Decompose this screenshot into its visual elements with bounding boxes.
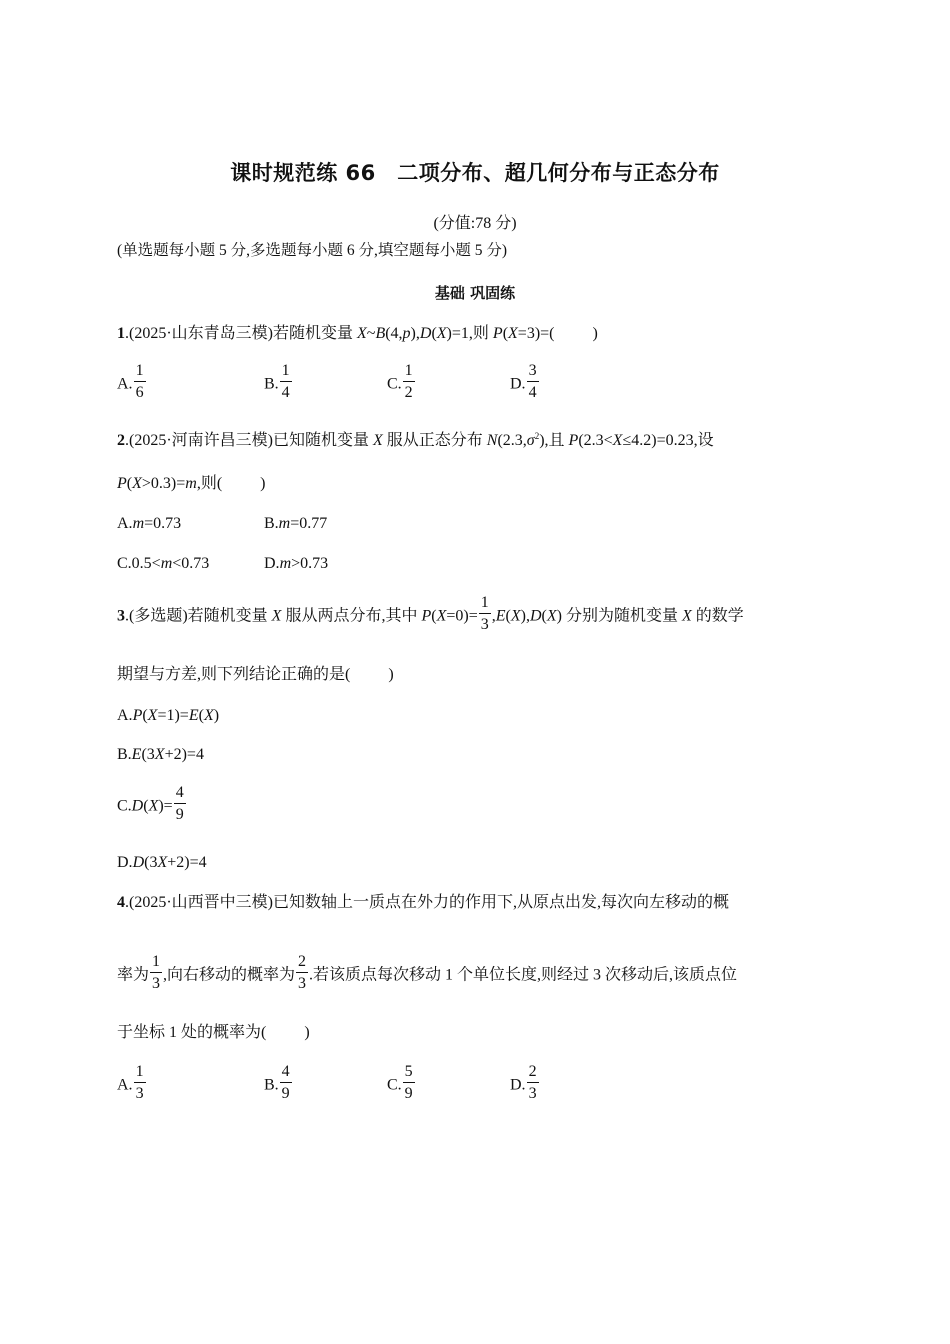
fraction: $\frac{1}{3}$ [152,953,161,992]
question-text: .(2025·山西晋中三模)已知数轴上一质点在外力的作用下,从原点出发,每次向左移动的概 [125,894,729,911]
section-heading: 基础 巩固练 [434,284,516,302]
math-expression: $N(2.3,\sigma^2)$,且 P(2.3<X≤4.2)=0.23,设 [486,431,714,449]
option-c: C.0.5<m<0.73 [117,555,210,572]
question-2-line-2: P(X>0.3)=m,则( ) [117,475,266,492]
fraction: $\frac{1}{4}$ [281,362,290,401]
fraction: $\frac{1}{3}$ [480,594,489,633]
option-b: B.E(3X+2)=4 [117,746,204,763]
question-number: 1 [117,325,125,342]
math-expression: X~B(4,p),D(X)=1,则 P(X=3)=( ) [357,325,598,342]
option-b: B. $\frac{1}{4}$ [264,362,290,401]
option-d: D.m>0.73 [264,555,329,572]
option-c: C. $\frac{1}{2}$ [387,362,413,401]
option-d: D.D(3X+2)=4 [117,854,207,871]
fraction: $\frac{2}{3}$ [528,1063,537,1102]
question-number: 4 [117,894,125,911]
option-d: D. $\frac{3}{4}$ [510,362,537,401]
fraction: $\frac{4}{9}$ [175,784,184,823]
question-4-line-2: 率为 $\frac{1}{3}$ ,向右移动的概率为 $\frac{2}{3}$ .若该质点每次移动 1 个单位长度,则经过 3 次移动后,该质点位 [117,953,738,992]
page-title: 课时规范练 66 二项分布、超几何分布与正态分布 [230,161,720,185]
question-text: .(2025·山东青岛三模)若随机变量 [125,325,357,342]
score-note: (分值:78 分) [433,215,517,232]
fraction: $\frac{2}{3}$ [298,953,307,992]
option-a: A. $\frac{1}{6}$ [117,362,144,401]
option-c: C.D(X)= $\frac{4}{9}$ [117,784,184,823]
option-c: C. $\frac{5}{9}$ [387,1063,413,1102]
fraction: $\frac{4}{9}$ [281,1063,290,1102]
option-a: A. $\frac{1}{3}$ [117,1063,144,1102]
fraction: $\frac{1}{2}$ [404,362,413,401]
question-text: .(多选题)若随机变量 [125,607,272,625]
question-1 [117,326,598,342]
option-d: D. $\frac{2}{3}$ [510,1063,537,1102]
question-4-line-3: 于坐标 1 处的概率为( ) [117,1024,310,1041]
option-b: B. $\frac{4}{9}$ [264,1063,290,1102]
question-4 [117,895,729,911]
fraction: $\frac{1}{3}$ [135,1063,144,1102]
question-2: 2.(2025·河南许昌三模)已知随机变量 X 服从正态分布 $N(2.3,\sigma^2)$,且 P(2.3<X≤4.2)=0.23,设 [117,431,714,449]
option-a: A.P(X=1)=E(X) [117,707,220,724]
question-3: 3.(多选题)若随机变量 X 服从两点分布,其中 P(X=0)= $\frac{1}{3}$ ,E(X),D(X) 分别为随机变量 X 的数学 [117,594,744,633]
question-number: 2 [117,432,125,449]
option-b: B.m=0.77 [264,515,328,532]
option-a: A.m=0.73 [117,515,182,532]
fraction: $\frac{5}{9}$ [404,1063,413,1102]
question-text: .(2025·河南许昌三模)已知随机变量 [125,432,373,449]
scoring-rule: (单选题每小题 5 分,多选题每小题 6 分,填空题每小题 5 分) [117,242,508,259]
fraction: $\frac{1}{6}$ [135,362,144,401]
question-number: 3 [117,607,125,625]
fraction: $\frac{3}{4}$ [528,362,537,401]
question-3-line-2: 期望与方差,则下列结论正确的是( ) [117,666,394,683]
